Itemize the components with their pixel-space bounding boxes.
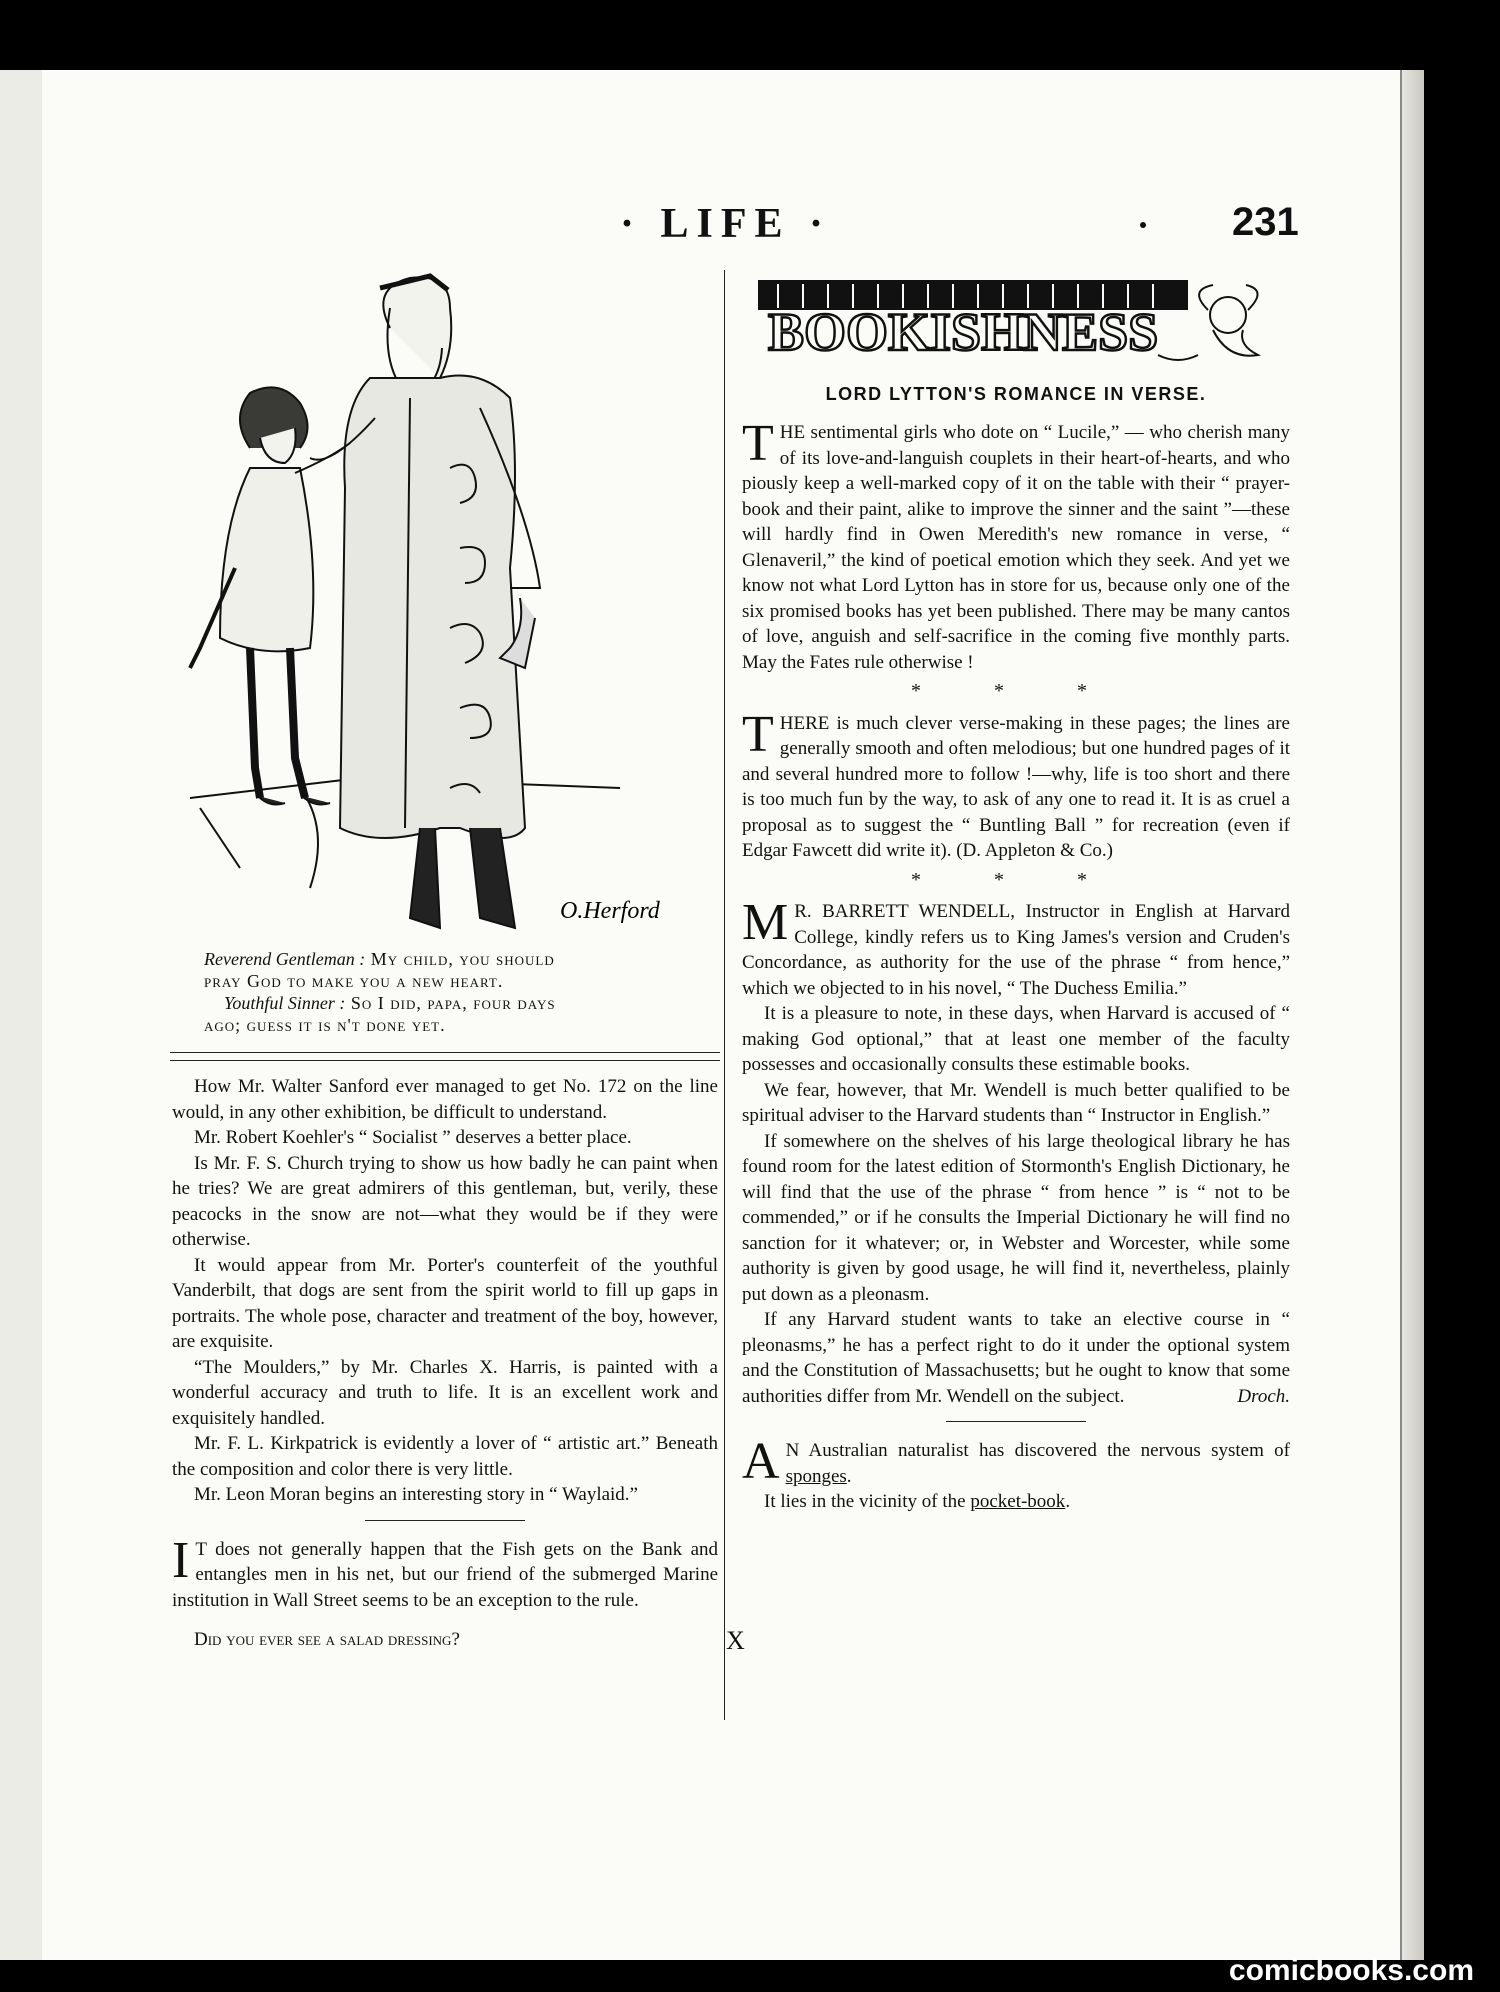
caption-speaker-1: Reverend Gentleman : — [204, 949, 366, 969]
paragraph: We fear, however, that Mr. Wendell is much better qualified to be spiritual adviser to the Harvard students than “ Instructor in English.” — [742, 1079, 1290, 1126]
magazine-title: · LIFE · — [620, 201, 832, 247]
review-paragraph-2 — [742, 705, 1290, 864]
right-column-text — [742, 415, 1290, 1515]
paragraph: “The Moulders,” by Mr. Charles X. Harris, is painted with a wonderful accuracy and truth to life. It is an excellent work and exquisitely handled. — [172, 1356, 718, 1429]
drop-cap: I — [172, 1531, 190, 1589]
review-paragraph-1 — [742, 415, 1290, 675]
fish-paragraph — [172, 1531, 718, 1614]
pocket-word: pocket-book — [970, 1491, 1066, 1512]
drop-cap: T — [742, 705, 774, 763]
section-divider — [365, 1520, 525, 1521]
paragraph: Is Mr. F. S. Church trying to show us how badly he can paint when he tries? We are great admirers of this gentleman, but, verily, these peacocks in the snow are not—what they would be if they were otherwise. — [172, 1152, 718, 1250]
paragraph: It is a pleasure to note, in these days, when Harvard is accused of “ making God optional,” that at least one member of the faculty possesses and occasionally consults these estimable books. — [742, 1003, 1290, 1075]
article-subhead: LORD LYTTON'S ROMANCE IN VERSE. — [825, 384, 1207, 404]
section-stars: * * * — [911, 680, 1121, 702]
paragraph: Mr. F. L. Kirkpatrick is evidently a lover of “ artistic art.” Beneath the composition and color there is very little. — [172, 1433, 718, 1480]
banner-text: BOOKISHNESS — [768, 302, 1159, 362]
paragraph: It would appear from Mr. Porter's counterfeit of the youthful Vanderbilt, that dogs are sent from the spirit world to fill up gaps in portraits. The whole pose, character and treatment of the boy, however, are exquisite. — [172, 1254, 718, 1352]
paragraph: Mr. Leon Moran begins an interesting story in “ Waylaid.” — [194, 1484, 638, 1505]
double-divider — [170, 1052, 720, 1061]
author-signature: Droch. — [1237, 1385, 1290, 1407]
page-edge — [1400, 70, 1424, 1960]
sponge-paragraph — [742, 1433, 1290, 1490]
final-paragraph — [742, 1307, 1290, 1409]
review-paragraph-3 — [742, 894, 1290, 1001]
pocket-paragraph — [742, 1489, 1290, 1515]
section-stars: * * * — [911, 868, 1121, 891]
handwritten-x-mark: X — [726, 1626, 745, 1655]
fish-text: T does not generally happen that the Fish gets on the Bank and entangles men in his net, but our friend of the submerged Marine institution in Wall Street seems to be an exception to the rule. — [172, 1538, 718, 1611]
previous-page-edge — [0, 70, 45, 1960]
caption-speaker-2: Youthful Sinner : — [224, 993, 346, 1013]
review-text-3: R. BARRETT WENDELL, Instructor in English at Harvard College, kindly refers us to King James's version and Cruden's Concordance, as authority for the use of the phrase “ from hence,” which we objected to in his novel, “ The Duchess Emilia.” — [742, 901, 1290, 999]
section-divider — [946, 1421, 1086, 1422]
paragraph: If somewhere on the shelves of his large theological library he has found room for the latest edition of Stormonth's English Dictionary, he will find that the use of the phrase “ from hence ” is “ not to be commended,” or if he consults the Imperial Dictionary he will find no sanction for it whatever; or, in Webster and Worcester, while some authority is given by good usage, he will find it, nevertheless, plainly put down as a pleonasm. — [742, 1130, 1290, 1305]
pocket-end: . — [1065, 1491, 1071, 1512]
salad-joke: Did you ever see a salad dressing? — [194, 1629, 460, 1650]
cartoon-caption — [204, 948, 704, 1036]
cartoon-illustration — [180, 268, 700, 938]
column-rule — [724, 270, 725, 1720]
left-column-text — [172, 1074, 718, 1653]
drop-cap: M — [742, 894, 789, 951]
paragraph: Mr. Robert Koehler's “ Socialist ” deserves a better place. — [194, 1127, 632, 1148]
review-text-1: HE sentimental girls who dote on “ Lucile,” — who cherish many of its love-and-languish couplets in their heart-of-hearts, and who piously keep a well-marked copy of it on the table with their “ prayer-book and their paint, alike to improve the sinner and the saint ”—these will hardly find in Owen Meredith's new romance in verse, “ Glenaveril,” the kind of poetical emotion which they seek. And yet we know not what Lord Lytton has in store for us, because only one of the six promised books has yet been published. There may be many cantos of love, anguish and self-sacrifice in the coming five monthly parts. May the Fates rule otherwise ! — [742, 422, 1290, 673]
final-text: If any Harvard student wants to take an elective course in “ pleonasms,” he has a perfect right to do it under the optional system and the Constitution of Massachusetts; but he ought to know that some authorities differ from Mr. Wendell on the subject. — [742, 1309, 1290, 1407]
paragraph: How Mr. Walter Sanford ever managed to get No. 172 on the line would, in any other exhibition, be difficult to understand. — [172, 1076, 718, 1123]
caption-line-4: ago; guess it is n't done yet. — [204, 1015, 446, 1035]
caption-line-2: pray God to make you a new heart. — [204, 971, 504, 991]
artist-signature: O.Herford — [560, 898, 660, 924]
drop-cap: T — [742, 415, 774, 472]
caption-line-1: My child, you should — [365, 949, 555, 969]
site-watermark: comicbooks.com — [1228, 1954, 1474, 1987]
sponge-end: . — [846, 1465, 852, 1487]
ink-dot — [1140, 222, 1146, 228]
drop-cap: A — [742, 1433, 780, 1490]
sponge-word: sponges — [785, 1465, 847, 1487]
pocket-text: It lies in the vicinity of the — [764, 1491, 971, 1512]
sponge-text: N Australian naturalist has discovered the nervous system of — [785, 1440, 1290, 1461]
caption-line-3: So I did, papa, four days — [345, 993, 556, 1013]
bookishness-banner — [758, 270, 1278, 374]
review-text-2: HERE is much clever verse-making in these pages; the lines are generally smooth and often melodious; but one hundred pages of it and several hundred more to follow !—why, life is too short and there is too much fun by the way, to ask of any one to read it. It is as cruel a proposal as to suggest the “ Buntling Ball ” for recreation (even if Edgar Fawcett did write it). (D. Appleton & Co.) — [742, 712, 1290, 861]
page-number: 231 — [1232, 200, 1299, 244]
